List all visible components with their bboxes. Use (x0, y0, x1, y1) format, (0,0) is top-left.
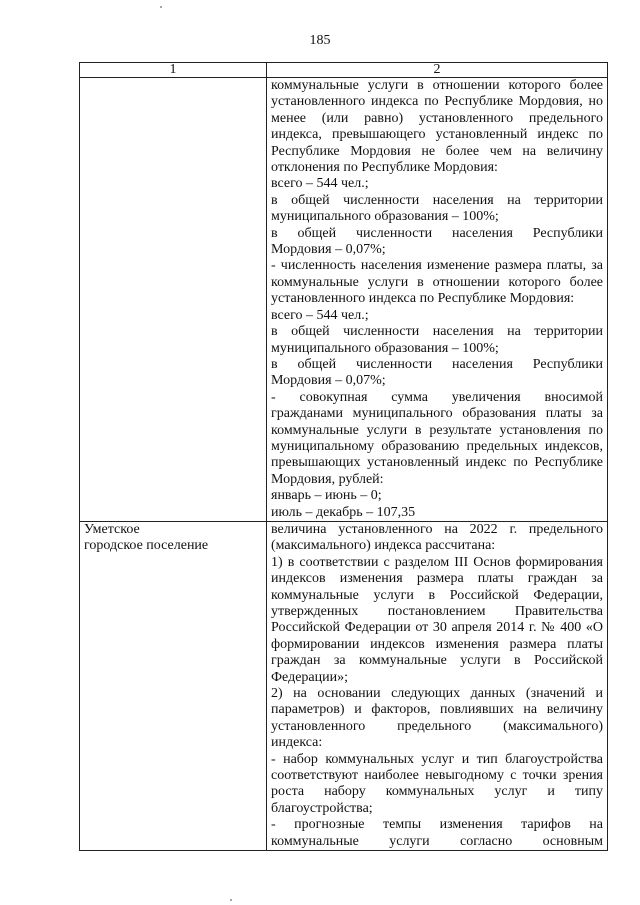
text-line: - совокупная сумма увеличения вносимой (271, 389, 603, 405)
text-line: коммунальные услуги в отношении которого более (271, 274, 603, 290)
text-line: менее (или равно) установленного предельного (271, 110, 603, 126)
text-line: формировании индексов изменения размера платы (271, 636, 603, 652)
text-line: граждан за коммунальные услуги в Российской (271, 653, 603, 669)
text-line: установленного предельного (максимального) (271, 718, 603, 734)
text-line: Мордовия – 0,07%; (271, 242, 386, 258)
column-header-1: 1 (80, 63, 267, 78)
row2-text-cell (267, 521, 608, 850)
text-line: превышающих установленный индекс по Республике (271, 455, 603, 471)
text-line: муниципального образования – 100%; (271, 209, 499, 225)
text-line: гражданами муниципального образования платы за (271, 406, 603, 422)
text-line: январь – июнь – 0; (271, 488, 382, 504)
text-line: индекса: (271, 735, 323, 751)
text-line: муниципального образования – 100%; (271, 340, 499, 356)
text-line: роста набору коммунальных услуг и типу (271, 784, 603, 800)
table-header-row (80, 63, 608, 78)
row2-paragraph (271, 522, 603, 850)
text-line: отклонения по Республике Мордовия: (271, 160, 498, 176)
text-line: Российской Федерации от 30 апреля 2014 г. № 400 «О (271, 620, 603, 636)
text-line: величина установленного на 2022 г. предельного (271, 521, 603, 537)
row1-text-cell (267, 78, 608, 522)
text-line: (максимального) индекса рассчитана: (271, 538, 496, 554)
text-line: 1) в соответствии с разделом III Основ формирования (271, 554, 603, 570)
text-line: коммунальные услуги в результате установления по (271, 422, 603, 438)
text-line: соответствуют наиболее невыгодному с точки зрения (271, 768, 603, 784)
text-line: июль – декабрь – 107,35 (271, 504, 416, 520)
row1-paragraph (271, 78, 603, 521)
text-line: коммунальные услуги в отношении которого более (271, 78, 603, 93)
scan-speck (160, 6, 162, 8)
text-line: в общей численности населения на территории (271, 324, 603, 340)
text-line: коммунальные услуги в Российской Федерации, (271, 587, 603, 603)
text-line: - численность населения изменение размера платы, за (271, 258, 603, 274)
text-line: в общей численности населения Республики (271, 356, 603, 372)
text-line: - прогнозные темпы изменения тарифов на (271, 817, 603, 833)
text-line: в общей численности населения Республики (271, 225, 603, 241)
text-line: муниципальному образованию предельных индексов, (271, 438, 603, 454)
text-line: всего – 544 чел.; (271, 307, 369, 323)
text-line: индекса, превышающего установленный индекс по (271, 127, 603, 143)
text-line: благоустройства; (271, 800, 373, 816)
text-line: всего – 544 чел.; (271, 176, 369, 192)
municipality-label-line2: городское поселение (84, 538, 209, 554)
municipality-label (84, 522, 262, 555)
document-table (79, 62, 608, 851)
page-number: 185 (309, 33, 331, 48)
text-line: установленного индекса по Республике Мордовия, но (271, 94, 603, 110)
text-line: Мордовия – 0,07%; (271, 373, 386, 389)
table-row (80, 521, 608, 850)
text-line: параметров) и факторов, повлиявших на величину (271, 702, 603, 718)
column-header-2: 2 (267, 63, 608, 78)
text-line: Мордовия, рублей: (271, 471, 384, 487)
text-line: 2) на основании следующих данных (значений и (271, 686, 603, 702)
text-line: установленного индекса по Республике Мордовия: (271, 291, 575, 307)
text-line: Республике Мордовия не более чем на величину (271, 143, 603, 159)
text-line: индексов изменения размера платы граждан за (271, 571, 603, 587)
text-line: коммунальные услуги согласно основным (271, 833, 603, 849)
row1-left-cell (80, 78, 267, 522)
table-row (80, 78, 608, 522)
text-line: - набор коммунальных услуг и тип благоустройства (271, 751, 603, 767)
text-line: утвержденных постановлением Правительства (271, 604, 603, 619)
scan-speck (230, 899, 232, 901)
municipality-label-line1: Уметское (84, 521, 140, 537)
text-line: Федерации»; (271, 669, 349, 685)
row2-left-cell (80, 521, 267, 850)
text-line: в общей численности населения на территории (271, 192, 603, 208)
